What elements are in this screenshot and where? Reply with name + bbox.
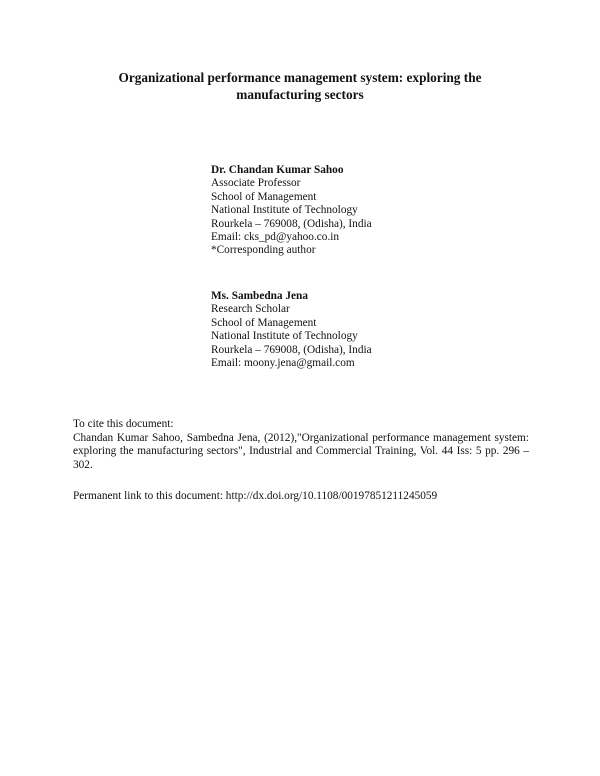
author-block-2 xyxy=(211,290,551,370)
author-address: Rourkela – 769008, (Odisha), India xyxy=(211,217,372,230)
author-department: School of Management xyxy=(211,316,317,329)
document-title xyxy=(60,69,540,103)
permanent-link[interactable]: Permanent link to this document: http://dx.doi.org/10.1108/00197851211245059 xyxy=(73,490,438,502)
author-name: Dr. Chandan Kumar Sahoo xyxy=(211,164,344,176)
citation-block xyxy=(73,418,529,472)
author-institute: National Institute of Technology xyxy=(211,330,358,343)
title-line-2: manufacturing sectors xyxy=(236,87,364,102)
author-email: Email: cks_pd@yahoo.co.in xyxy=(211,231,340,244)
author-institute: National Institute of Technology xyxy=(211,204,358,217)
author-department: School of Management xyxy=(211,190,317,203)
author-position: Research Scholar xyxy=(211,303,290,316)
corresponding-author-note: *Corresponding author xyxy=(211,244,316,257)
citation-text: Chandan Kumar Sahoo, Sambedna Jena, (2012),"Organizational performance management system: exploring the manufacturing sectors", Industrial and Commercial Training, Vol. 44 Iss: 5 pp. 296 – 302. xyxy=(73,431,529,471)
author-address: Rourkela – 769008, (Odisha), India xyxy=(211,343,372,356)
author-email: Email: moony.jena@gmail.com xyxy=(211,357,355,370)
author-block-1 xyxy=(211,164,551,258)
title-line-1: Organizational performance management system: exploring the xyxy=(118,70,482,85)
author-position: Associate Professor xyxy=(211,177,301,190)
author-name: Ms. Sambedna Jena xyxy=(211,290,308,302)
citation-label: To cite this document: xyxy=(73,418,174,430)
